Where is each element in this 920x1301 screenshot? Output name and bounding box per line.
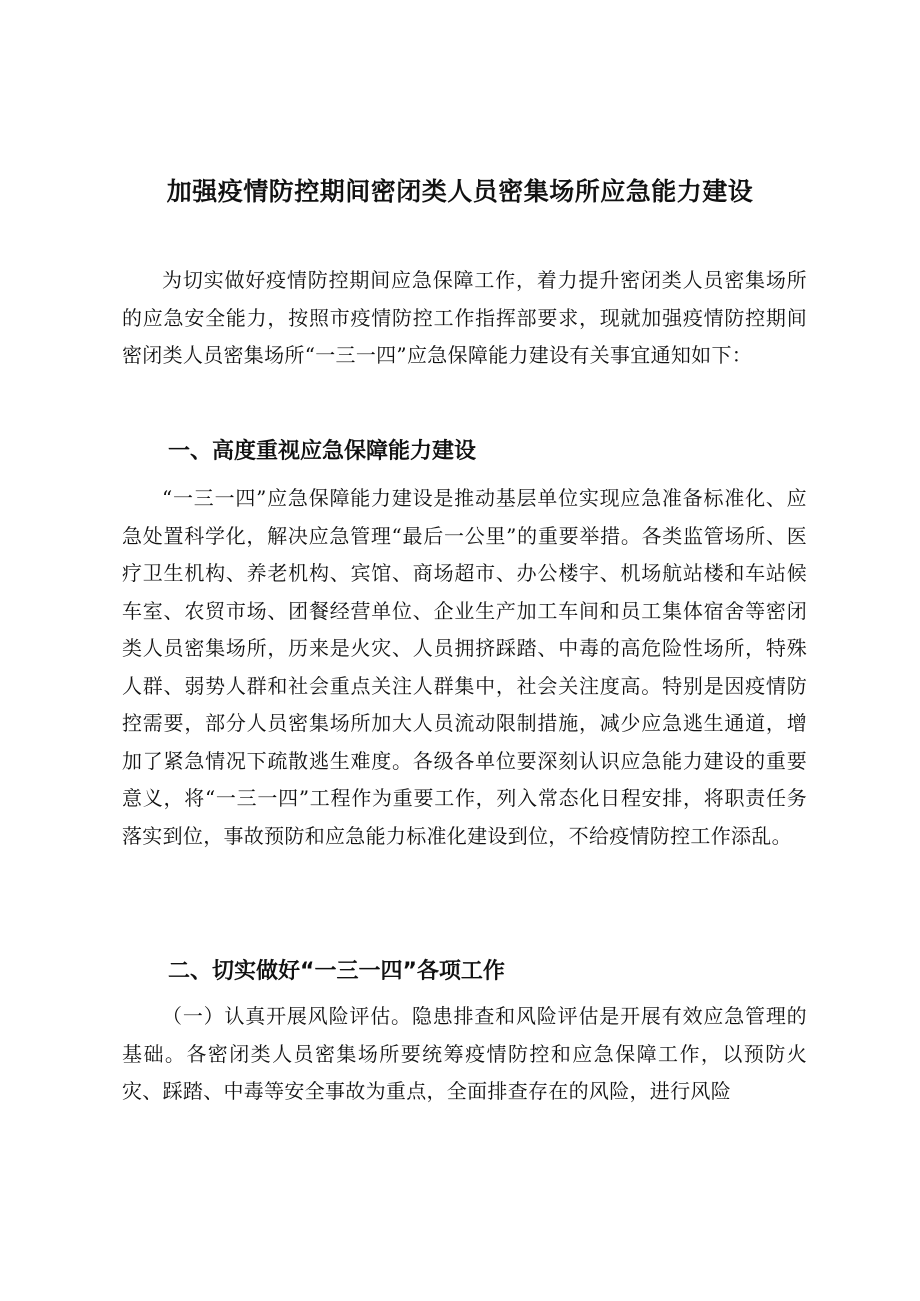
section-2-heading: 二、切实做好“一三一四”各项工作: [168, 959, 505, 984]
section-2-paragraph: （一）认真开展风险评估。隐患排查和风险评估是开展有效应急管理的基础。各密闭类人员密集场所要统筹疫情防控和应急保障工作，以预防火灾、踩踏、中毒等安全事故为重点，全面排查存在的风险，进行风险: [122, 1004, 807, 1103]
intro-paragraph: 为切实做好疫情防控期间应急保障工作，着力提升密闭类人员密集场所的应急安全能力，按照市疫情防控工作指挥部要求，现就加强疫情防控期间密闭类人员密集场所“一三一四”应急保障能力建设有关事宜通知如下：: [122, 268, 807, 367]
document-title: 加强疫情防控期间密闭类人员密集场所应急能力建设: [166, 177, 754, 206]
section-1-paragraph: “一三一四”应急保障能力建设是推动基层单位实现应急准备标准化、应急处置科学化，解决应急管理“最后一公里”的重要举措。各类监管场所、医疗卫生机构、养老机构、宾馆、商场超市、办公楼宇、机场航站楼和车站候车室、农贸市场、团餐经营单位、企业生产加工车间和员工集体宿舍等密闭类人员密集场所，历来是火灾、人员拥挤踩踏、中毒的高危险性场所，特殊人群、弱势人群和社会重点关注人群集中，社会关注度高。特别是因疫情防控需要，部分人员密集场所加大人员流动限制措施，减少应急逃生通道，增加了紧急情况下疏散逃生难度。各级各单位要深刻认识应急能力建设的重要意义，将“一三一四”工程作为重要工作，列入常态化日程安排，将职责任务落实到位，事故预防和应急能力标准化建设到位，不给疫情防控工作添乱。: [122, 486, 807, 848]
section-1-heading: 一、高度重视应急保障能力建设: [168, 439, 477, 464]
